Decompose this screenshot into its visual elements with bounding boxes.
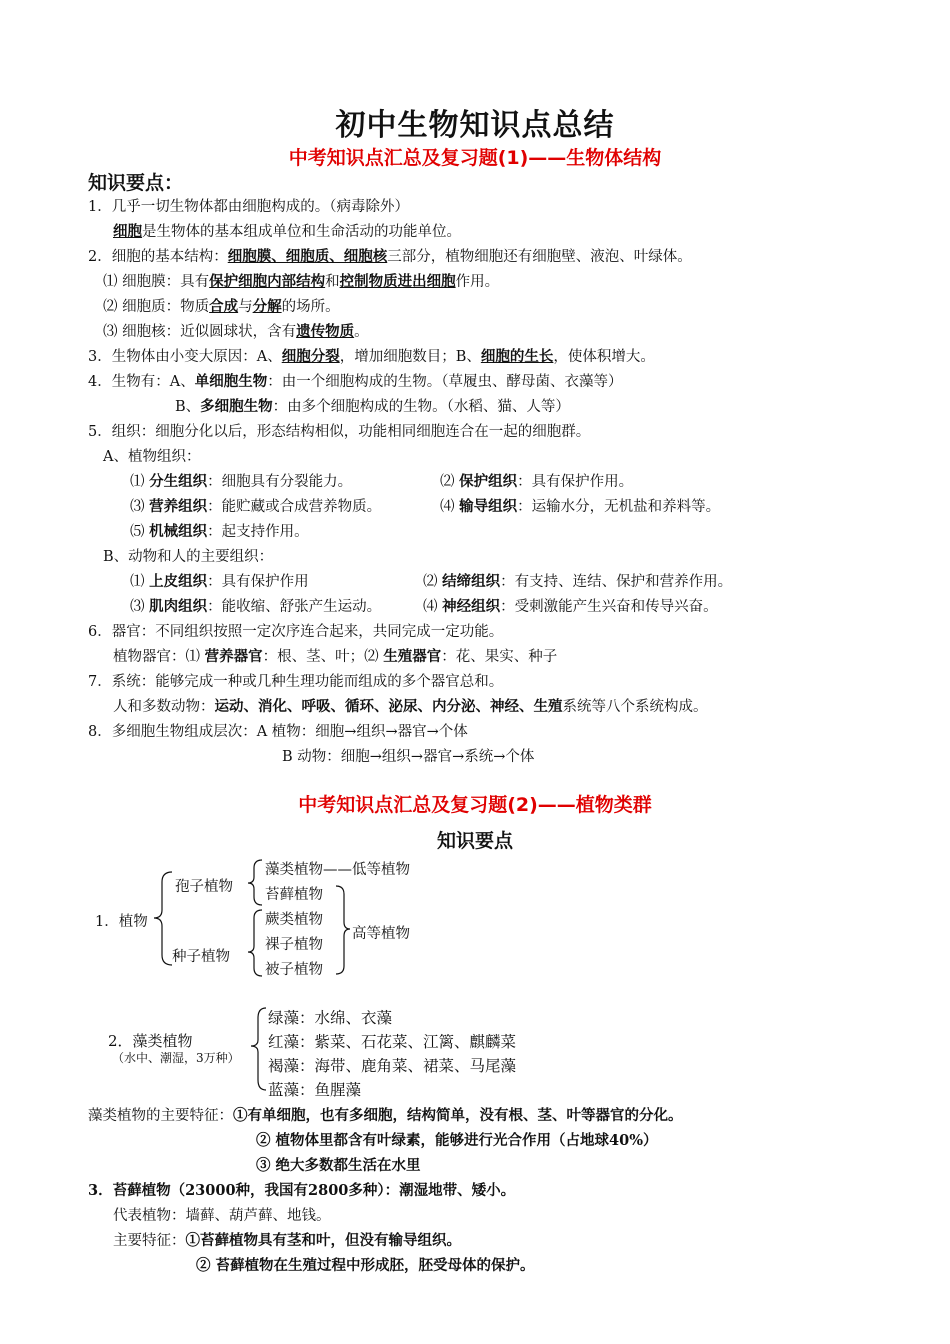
line-2: 细胞是生物体的基本组成单位和生命活动的功能单位。 <box>113 223 461 240</box>
red-algae: 红藻：紫菜、石花菜、江篱、麒麟菜 <box>268 1033 517 1051</box>
line-12: B、动物和人的主要组织： <box>103 549 274 565</box>
angio-label: 被子植物 <box>265 962 323 978</box>
animal-tissue-4: ⑷ 神经组织：受刺激能产生兴奋和传导兴奋。 <box>423 598 718 615</box>
line-3: 2．细胞的基本结构：细胞膜、细胞质、细胞核三部分，植物细胞还有细胞壁、液泡、叶绿体。 <box>88 248 692 265</box>
brown-algae: 褐藻：海带、鹿角菜、裙菜、马尾藻 <box>268 1057 517 1075</box>
animal-tissue-3: ⑶ 肌肉组织：能收缩、舒张产生运动。 <box>130 598 382 615</box>
algae-title: 2．藻类植物 <box>108 1032 193 1050</box>
line-16: 人和多数动物：运动、消化、呼吸、循环、泌尿、内分泌、神经、生殖系统等八个系统构成。 <box>113 698 708 715</box>
page-title: 初中生物知识点总结 <box>335 108 615 143</box>
line-4: ⑴ 细胞膜：具有保护细胞内部结构和控制物质进出细胞作用。 <box>103 273 500 290</box>
line-18: B 动物：细胞→组织→器官→系统→个体 <box>282 749 535 765</box>
line-5: ⑵ 细胞质：物质合成与分解的场所。 <box>103 298 340 315</box>
animal-tissue-1: ⑴ 上皮组织：具有保护作用 <box>130 573 309 590</box>
section2-points-title: 知识要点 <box>436 830 513 852</box>
tissue-2: ⑵ 保护组织：具有保护作用。 <box>440 473 634 490</box>
plant-brace <box>154 872 172 965</box>
green-algae: 绿藻：水绵、衣藻 <box>268 1009 393 1027</box>
algae-low-label: 藻类植物——低等植物 <box>265 862 410 878</box>
line-9: B、多细胞生物：由多个细胞构成的生物。（水稻、猫、人等） <box>175 398 570 415</box>
line-11: A、植物组织： <box>103 449 201 465</box>
algae-feature-2: ② 植物体里都含有叶绿素，能够进行光合作用（占地球40%） <box>256 1132 658 1149</box>
animal-tissue-2: ⑵ 结缔组织：有支持、连结、保护和营养作用。 <box>423 573 733 590</box>
tissue-3: ⑶ 营养组织：能贮藏或合成营养物质。 <box>130 498 382 515</box>
tissue-4: ⑷ 输导组织：运输水分，无机盐和养料等。 <box>440 498 721 515</box>
algae-feature-3: ③ 绝大多数都生活在水里 <box>256 1157 421 1174</box>
section2-heading: 中考知识点汇总及复习题(2)——植物类群 <box>298 794 652 816</box>
algae-brace <box>251 1008 266 1090</box>
line-13: 6．器官：不同组织按照一定次序连合起来，共同完成一定功能。 <box>88 624 504 640</box>
line-14: 植物器官：⑴ 营养器官：根、茎、叶；⑵ 生殖器官：花、果实、种子 <box>113 648 558 665</box>
line-6: ⑶ 细胞核：近似圆球状，含有遗传物质。 <box>103 323 369 340</box>
moss-feature-2: ② 苔藓植物在生殖过程中形成胚，胚受母体的保护。 <box>196 1257 535 1274</box>
moss-label: 苔藓植物 <box>265 887 323 903</box>
gymno-label: 裸子植物 <box>265 937 323 953</box>
blue-algae: 蓝藻：鱼腥藻 <box>268 1081 362 1099</box>
tissue-1: ⑴ 分生组织：细胞具有分裂能力。 <box>130 473 353 490</box>
higher-brace <box>336 886 350 974</box>
algae-feature-line: 藻类植物的主要特征：①有单细胞，也有多细胞，结构简单，没有根、茎、叶等器官的分化。 <box>88 1107 683 1124</box>
seed-plant-label: 种子植物 <box>172 949 230 965</box>
plant-label: 1．植物 <box>95 914 148 930</box>
line-15: 7．系统：能够完成一种或几种生理功能而组成的多个器官总和。 <box>88 674 504 690</box>
line-7: 3．生物体由小变大原因：A、细胞分裂，增加细胞数目；B、细胞的生长，使体积增大。 <box>88 348 655 365</box>
tissue-5: ⑸ 机械组织：起支持作用。 <box>130 523 309 540</box>
moss-title: 3．苔藓植物（23000种，我国有2800多种）：潮湿地带、矮小。 <box>88 1182 516 1199</box>
moss-feature-line: 主要特征：①苔藓植物具有茎和叶，但没有输导组织。 <box>113 1232 461 1249</box>
line-10: 5．组织：细胞分化以后，形态结构相似，功能相同细胞连合在一起的细胞群。 <box>88 424 591 440</box>
algae-note: （水中、潮湿，3万种） <box>112 1051 240 1065</box>
spore-brace <box>248 860 262 905</box>
fern-label: 蕨类植物 <box>265 912 323 928</box>
line-1: 1．几乎一切生物体都由细胞构成的。（病毒除外） <box>88 199 409 215</box>
line-17: 8．多细胞生物组成层次：A 植物：细胞→组织→器官→个体 <box>88 724 468 740</box>
higher-plant-label: 高等植物 <box>352 926 410 942</box>
line-8: 4．生物有：A、单细胞生物：由一个细胞构成的生物。（草履虫、酵母菌、衣藻等） <box>88 373 623 390</box>
seed-brace <box>248 910 262 976</box>
section1-points-title: 知识要点： <box>88 172 184 194</box>
spore-plant-label: 孢子植物 <box>175 879 233 895</box>
section1-heading: 中考知识点汇总及复习题(1)——生物体结构 <box>288 147 662 169</box>
moss-representatives: 代表植物：墙藓、葫芦藓、地钱。 <box>113 1208 331 1224</box>
